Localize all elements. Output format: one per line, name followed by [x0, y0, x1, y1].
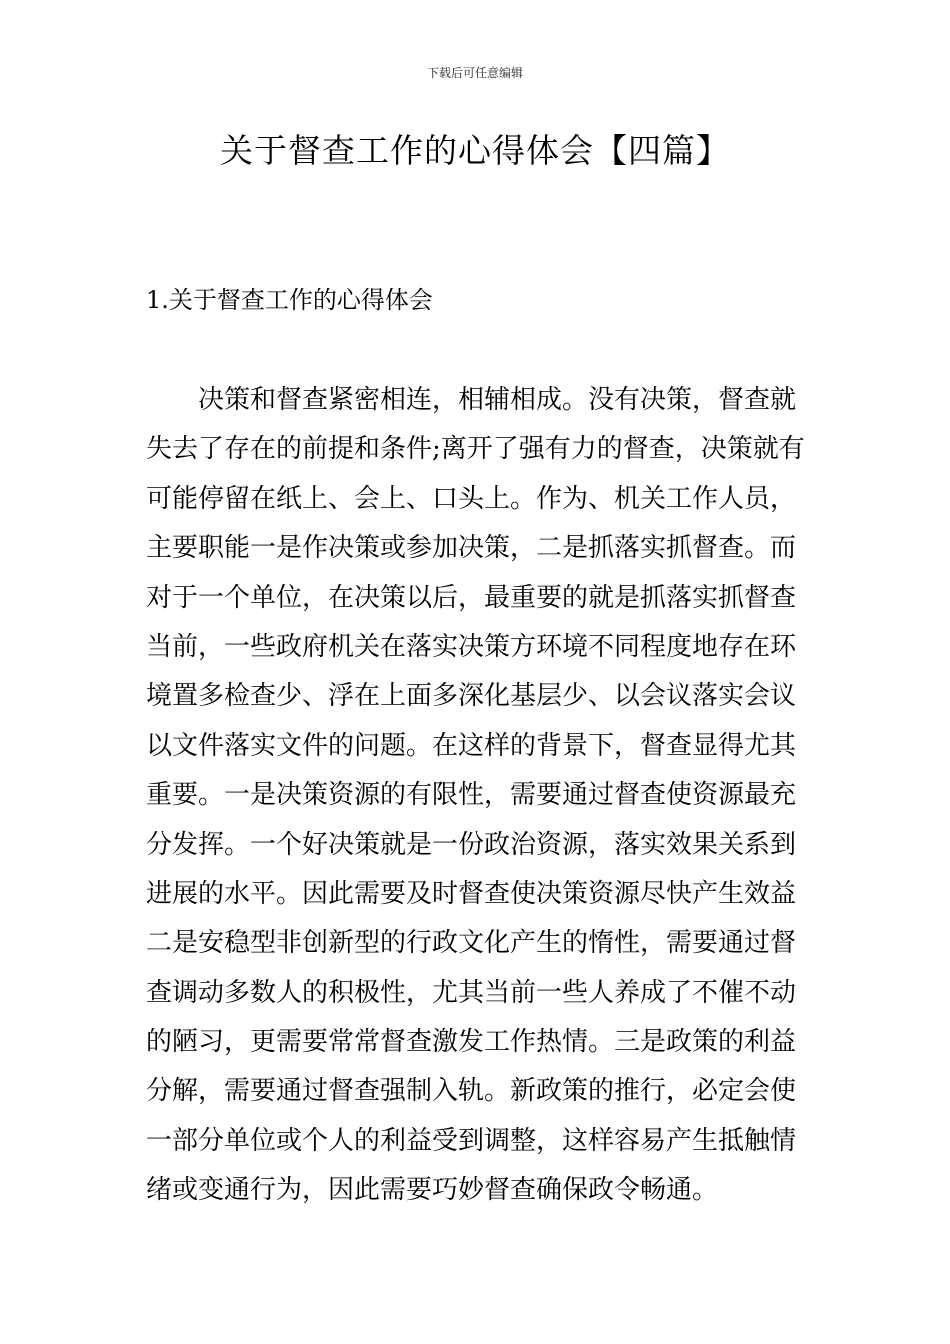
paragraph-line: 可能停留在纸上、会上、口头上。作为、机关工作人员，: [146, 483, 797, 514]
paragraph-line: 重要。一是决策资源的有限性，需要通过督查使资源最充: [146, 780, 797, 811]
paragraph-line: 以文件落实文件的问题。在这样的背景下，督查显得尤其: [146, 730, 797, 761]
paragraph-line: 绪或变通行为，因此需要巧妙督查确保政令畅通。: [146, 1175, 719, 1206]
document-title: 关于督查工作的心得体会【四篇】: [220, 131, 730, 170]
paragraph-line: 境置多检查少、浮在上面多深化基层少、以会议落实会议: [146, 681, 797, 712]
section-heading: 1.关于督查工作的心得体会: [146, 286, 433, 314]
paragraph-line: 分发挥。一个好决策就是一份政治资源，落实效果关系到: [146, 829, 797, 860]
paragraph-line: 查调动多数人的积极性，尤其当前一些人养成了不催不动: [146, 977, 797, 1008]
paragraph-line: 的陋习，更需要常常督查激发工作热情。三是政策的利益: [146, 1027, 797, 1058]
body-paragraph: [146, 376, 816, 1216]
paragraph-line: 二是安稳型非创新型的行政文化产生的惰性，需要通过督: [146, 928, 797, 959]
paragraph-line: 当前，一些政府机关在落实决策方环境不同程度地存在环: [146, 631, 797, 662]
paragraph-line: 主要职能一是作决策或参加决策，二是抓落实抓督查。而: [146, 533, 797, 564]
paragraph-line: 一部分单位或个人的利益受到调整，这样容易产生抵触情: [146, 1125, 797, 1156]
header-note: 下载后可任意编辑: [426, 66, 523, 80]
paragraph-line: 对于一个单位，在决策以后，最重要的就是抓落实抓督查: [146, 582, 797, 613]
paragraph-line: 进展的水平。因此需要及时督查使决策资源尽快产生效益: [146, 878, 797, 909]
paragraph-line: 失去了存在的前提和条件;离开了强有力的督查，决策就有: [146, 434, 805, 465]
paragraph-line: 决策和督查紧密相连，相辅相成。没有决策，督查就: [198, 385, 797, 415]
paragraph-line: 分解，需要通过督查强制入轨。新政策的推行，必定会使: [146, 1076, 797, 1107]
